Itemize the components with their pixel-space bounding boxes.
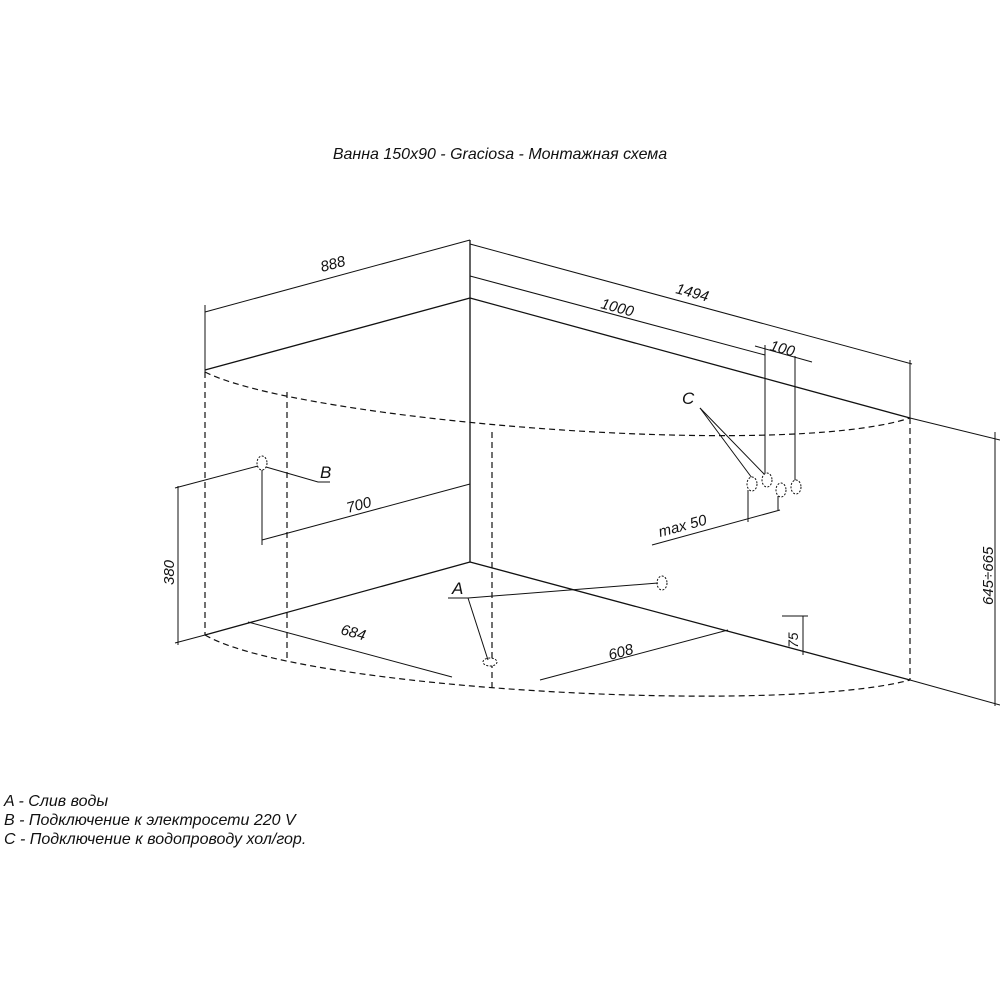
power-socket-icon bbox=[257, 456, 267, 470]
dim-1494-label: 1494 bbox=[673, 280, 711, 306]
dimension-1000 bbox=[470, 276, 765, 355]
wall-frame bbox=[205, 240, 910, 680]
power-connection bbox=[257, 456, 470, 545]
legend-item-c: C - Подключение к водопроводу хол/гор. bbox=[4, 831, 307, 848]
dimension-100 bbox=[755, 337, 812, 488]
dim-888-label: 888 bbox=[318, 252, 348, 276]
drain-connection bbox=[248, 576, 808, 680]
dim-645-665-label: 645÷665 bbox=[980, 546, 997, 605]
water-port-2-icon bbox=[762, 473, 772, 487]
legend-item-b: B - Подключение к электросети 220 V bbox=[4, 812, 296, 829]
dimension-645-665 bbox=[910, 418, 1000, 706]
diagram-title: Ванна 150x90 - Graciosa - Монтажная схема bbox=[332, 146, 668, 163]
dim-1000-label: 1000 bbox=[598, 295, 636, 321]
tub-outline bbox=[205, 372, 910, 696]
legend-item-a: A - Слив воды bbox=[4, 793, 109, 810]
marker-a: A bbox=[452, 579, 464, 598]
dim-608-label: 608 bbox=[606, 640, 636, 664]
water-port-1-icon bbox=[747, 477, 757, 491]
drain-outlet-icon bbox=[483, 658, 497, 666]
dim-75-label: 75 bbox=[785, 632, 801, 648]
water-port-4-icon bbox=[791, 480, 801, 494]
dim-380-label: 380 bbox=[161, 559, 178, 585]
water-port-3-icon bbox=[776, 483, 786, 497]
dim-700-label: 700 bbox=[344, 493, 374, 517]
drain-side-icon bbox=[657, 576, 667, 590]
marker-b: B bbox=[320, 463, 332, 482]
water-connections bbox=[652, 389, 801, 545]
dimension-380 bbox=[161, 466, 258, 645]
dimension-888 bbox=[205, 240, 470, 372]
dim-684-label: 684 bbox=[338, 621, 368, 645]
legend bbox=[4, 792, 306, 849]
dim-max50-label: max 50 bbox=[656, 511, 709, 541]
marker-c: C bbox=[682, 389, 695, 408]
dim-100-label: 100 bbox=[767, 337, 797, 361]
